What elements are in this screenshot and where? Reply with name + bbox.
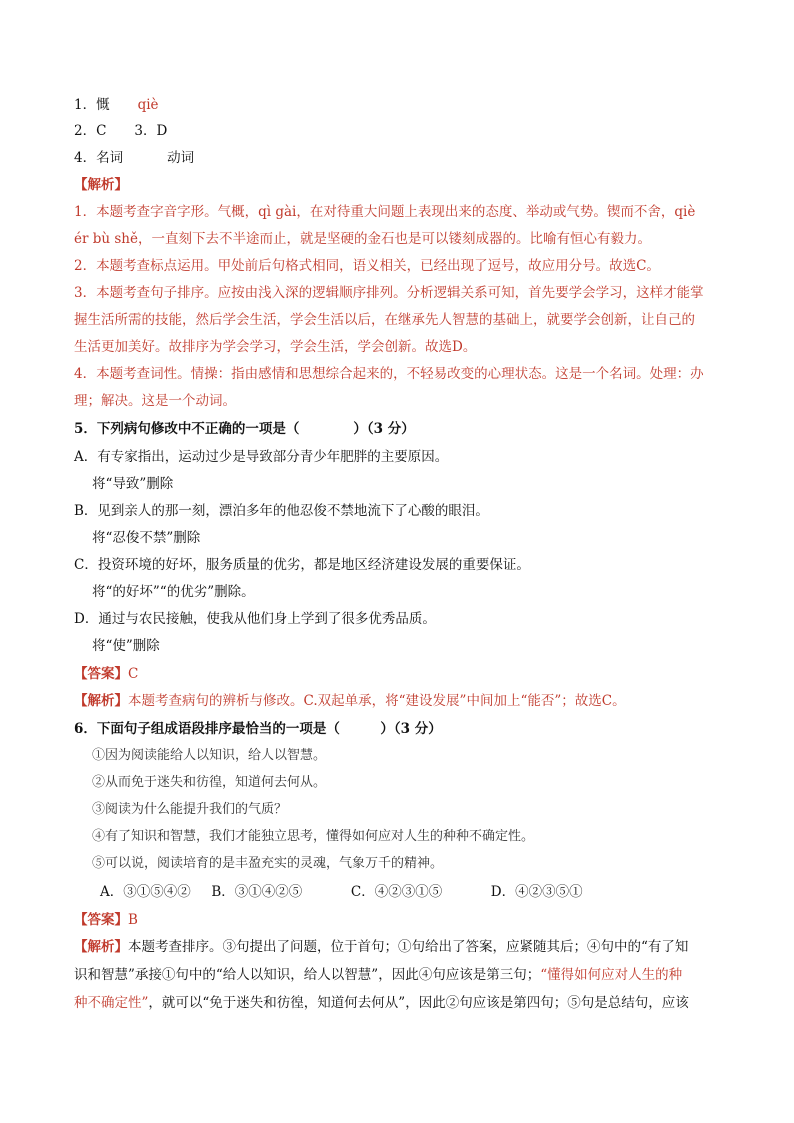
analysis-3-line3: 生活更加美好。故排序为学会学习，学会生活，学会创新。故选D。 bbox=[74, 339, 477, 355]
q5-option-a-fix: 将“导致”删除 bbox=[92, 476, 174, 492]
q6-stem: 6．下面句子组成语段排序最恰当的一项是（ ）（3 分） bbox=[74, 721, 442, 737]
q5-option-d-fix: 将“使”删除 bbox=[92, 638, 160, 654]
answer-4-number: 4． bbox=[74, 150, 97, 166]
answer-4 bbox=[74, 149, 194, 167]
analysis-3-line2: 握生活所需的技能，然后学会生活，学会生活以后，在继承先人智慧的基础上，就要学会创新，让自己的 bbox=[74, 312, 695, 328]
answer-4-noun: 名词 bbox=[96, 150, 124, 166]
q5-answer-label: 【答案】 bbox=[74, 666, 128, 682]
q6-option-b: B．③①④②⑤ bbox=[211, 884, 303, 900]
answer-2-3 bbox=[74, 122, 167, 140]
q6-option-a: A．③①⑤④② bbox=[100, 884, 191, 900]
q5-option-b: B．见到亲人的那一刻，漂泊多年的他忍俊不禁地流下了心酸的眼泪。 bbox=[74, 503, 489, 519]
q6-sentence-2: ②从而免于迷失和彷徨，知道何去何从。 bbox=[92, 775, 327, 790]
q6-options bbox=[100, 883, 583, 901]
q5-analysis bbox=[74, 692, 626, 710]
analysis-1-pinyin: qiè bbox=[674, 204, 696, 220]
analysis-1-line2: ér bù shě，一直刻下去不半途而止，就是坚硬的金石也是可以镂刻成器的。比喻有恒心有毅力。 bbox=[74, 231, 651, 247]
q5-option-a: A．有专家指出，运动过少是导致部分青少年肥胖的主要原因。 bbox=[74, 449, 449, 465]
answer-4-verb: 动词 bbox=[167, 150, 195, 166]
q6-answer-label: 【答案】 bbox=[74, 912, 128, 928]
analysis-4-line2: 理；解决。这是一个动词。 bbox=[74, 393, 236, 409]
q6-analysis-label: 【解析】 bbox=[74, 939, 128, 955]
answer-1-number: 1． bbox=[74, 97, 97, 113]
q5-answer-value: C bbox=[128, 666, 139, 682]
answer-1-word: 慨 bbox=[96, 97, 110, 113]
analysis-heading: 【解析】 bbox=[74, 177, 128, 193]
analysis-3-line1: 3．本题考查句子排序。应按由浅入深的逻辑顺序排列。分析逻辑关系可知，首先要学会学习，这样才能掌 bbox=[74, 285, 704, 301]
answer-3: 3．D bbox=[134, 123, 168, 139]
q6-analysis-line1 bbox=[74, 938, 688, 956]
q5-analysis-text: 本题考查病句的辨析与修改。C.双起单承，将“建设发展”中间加上“能否”；故选C。 bbox=[128, 693, 626, 709]
q5-option-c-fix: 将“的好坏”“的优劣”删除。 bbox=[92, 584, 255, 600]
analysis-4-line1: 4．本题考查词性。情操：指由感情和思想综合起来的，不轻易改变的心理状态。这是一个名词。处理：办 bbox=[74, 366, 704, 382]
q5-option-b-fix: 将“忍俊不禁”删除 bbox=[92, 530, 201, 546]
q5-stem: 5．下列病句修改中不正确的一项是（ ）（3 分） bbox=[74, 421, 415, 437]
q6-answer bbox=[74, 911, 138, 929]
q6-sentence-4: ④有了知识和智慧，我们才能独立思考，懂得如何应对人生的种种不确定性。 bbox=[92, 829, 535, 844]
q6-sentence-3: ③阅读为什么能提升我们的气质？ bbox=[92, 802, 288, 817]
q6-analysis-line2 bbox=[74, 966, 682, 984]
answer-1 bbox=[74, 96, 159, 114]
analysis-1-text: 1．本题考查字音字形。气概，qì gài，在对待重大问题上表现出来的态度、举动或气势。锲而不舍， bbox=[74, 204, 675, 220]
q6-analysis-text-2: 识和智慧”承接①句中的“给人以知识，给人以智慧”，因此④句应该是第三句； bbox=[74, 967, 541, 983]
analysis-1-line1 bbox=[74, 203, 695, 221]
q6-analysis-highlight-1: “懂得如何应对人生的种 bbox=[540, 967, 683, 983]
q6-analysis-highlight-2: 种不确定性” bbox=[74, 995, 149, 1011]
q6-analysis-text-3: ，就可以“免于迷失和彷徨，知道何去何从”，因此②句应该是第四句；⑤句是总结句，应该 bbox=[148, 995, 689, 1011]
q5-option-c: C．投资环境的好坏，服务质量的优劣，都是地区经济建设发展的重要保证。 bbox=[74, 557, 530, 573]
q6-option-d: D．④②③⑤① bbox=[490, 884, 583, 900]
q6-sentence-1: ①因为阅读能给人以知识，给人以智慧。 bbox=[92, 748, 327, 763]
q6-analysis-line3 bbox=[74, 994, 689, 1012]
q5-analysis-label: 【解析】 bbox=[74, 693, 128, 709]
q6-analysis-text-1: 本题考查排序。③句提出了问题，位于首句；①句给出了答案，应紧随其后；④句中的“有了知 bbox=[128, 939, 689, 955]
q5-answer bbox=[74, 665, 138, 683]
q6-sentence-5: ⑤可以说，阅读培育的是丰盈充实的灵魂，气象万千的精神。 bbox=[92, 856, 444, 871]
answer-1-pinyin: qiè bbox=[137, 97, 159, 113]
answer-2: 2．C bbox=[74, 123, 107, 139]
q6-answer-value: B bbox=[128, 912, 138, 928]
q5-option-d: D．通过与农民接触，使我从他们身上学到了很多优秀品质。 bbox=[74, 611, 436, 627]
analysis-2: 2．本题考查标点运用。甲处前后句格式相同，语义相关，已经出现了逗号，故应用分号。故选C。 bbox=[74, 258, 660, 274]
q6-option-c: C．④②③①⑤ bbox=[350, 884, 443, 900]
